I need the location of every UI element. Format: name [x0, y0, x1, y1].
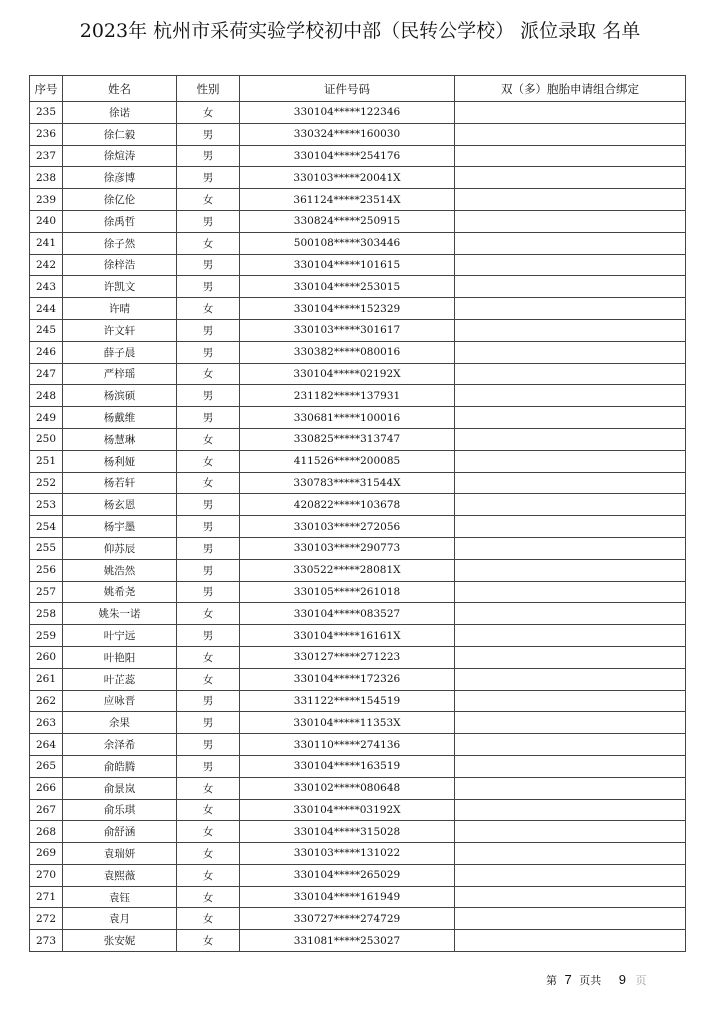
- cell-name: 俞乐琪: [63, 799, 177, 821]
- cell-sex: 女: [177, 450, 240, 472]
- cell-id: 330103*****131022: [240, 843, 455, 865]
- table-row: [30, 690, 686, 712]
- cell-id: 330104*****083527: [240, 603, 455, 625]
- cell-seq: 258: [30, 603, 63, 625]
- cell-sex: 女: [177, 821, 240, 843]
- cell-name: 俞舒涵: [63, 821, 177, 843]
- cell-bind: [455, 254, 686, 276]
- table-row: [30, 777, 686, 799]
- cell-seq: 243: [30, 276, 63, 298]
- table-row: [30, 319, 686, 341]
- cell-bind: [455, 298, 686, 320]
- cell-name: 张安妮: [63, 930, 177, 952]
- page-footer: [546, 972, 646, 988]
- cell-name: 杨戴维: [63, 407, 177, 429]
- cell-sex: 女: [177, 189, 240, 211]
- cell-sex: 女: [177, 363, 240, 385]
- cell-name: 许凯文: [63, 276, 177, 298]
- cell-bind: [455, 385, 686, 407]
- cell-bind: [455, 864, 686, 886]
- cell-id: 330104*****101615: [240, 254, 455, 276]
- cell-sex: 男: [177, 690, 240, 712]
- cell-id: 330681*****100016: [240, 407, 455, 429]
- cell-name: 仰苏辰: [63, 537, 177, 559]
- table-row: [30, 167, 686, 189]
- cell-seq: 265: [30, 755, 63, 777]
- cell-name: 姚浩然: [63, 559, 177, 581]
- cell-seq: 242: [30, 254, 63, 276]
- cell-bind: [455, 123, 686, 145]
- table-row: [30, 559, 686, 581]
- cell-id: 330104*****172326: [240, 668, 455, 690]
- cell-sex: 男: [177, 254, 240, 276]
- cell-name: 徐子然: [63, 232, 177, 254]
- cell-id: 330104*****03192X: [240, 799, 455, 821]
- cell-id: 330110*****274136: [240, 734, 455, 756]
- cell-sex: 男: [177, 276, 240, 298]
- cell-id: 330104*****122346: [240, 102, 455, 124]
- cell-id: 330104*****16161X: [240, 625, 455, 647]
- table-row: [30, 210, 686, 232]
- cell-name: 叶艳阳: [63, 646, 177, 668]
- table-row: [30, 886, 686, 908]
- cell-id: 330824*****250915: [240, 210, 455, 232]
- cell-bind: [455, 690, 686, 712]
- cell-sex: 男: [177, 167, 240, 189]
- header-name: 姓名: [63, 76, 177, 102]
- cell-bind: [455, 428, 686, 450]
- cell-id: 330382*****080016: [240, 341, 455, 363]
- cell-bind: [455, 516, 686, 538]
- table-row: [30, 864, 686, 886]
- cell-seq: 270: [30, 864, 63, 886]
- cell-sex: 男: [177, 385, 240, 407]
- table-row: [30, 428, 686, 450]
- cell-seq: 246: [30, 341, 63, 363]
- cell-name: 杨利娅: [63, 450, 177, 472]
- table-row: [30, 254, 686, 276]
- cell-name: 叶芷蕊: [63, 668, 177, 690]
- cell-bind: [455, 407, 686, 429]
- cell-seq: 240: [30, 210, 63, 232]
- cell-sex: 男: [177, 559, 240, 581]
- cell-name: 许文轩: [63, 319, 177, 341]
- cell-id: 231182*****137931: [240, 385, 455, 407]
- cell-sex: 女: [177, 603, 240, 625]
- cell-name: 严梓瑶: [63, 363, 177, 385]
- cell-name: 余泽希: [63, 734, 177, 756]
- cell-seq: 254: [30, 516, 63, 538]
- cell-seq: 235: [30, 102, 63, 124]
- cell-bind: [455, 319, 686, 341]
- table-row: [30, 734, 686, 756]
- cell-bind: [455, 799, 686, 821]
- cell-bind: [455, 930, 686, 952]
- cell-bind: [455, 777, 686, 799]
- cell-bind: [455, 646, 686, 668]
- table-row: [30, 908, 686, 930]
- cell-sex: 男: [177, 145, 240, 167]
- table-row: [30, 646, 686, 668]
- table-row: [30, 363, 686, 385]
- table-row: [30, 799, 686, 821]
- table-row: [30, 232, 686, 254]
- cell-id: 331081*****253027: [240, 930, 455, 952]
- cell-name: 袁熙薇: [63, 864, 177, 886]
- cell-seq: 260: [30, 646, 63, 668]
- cell-seq: 241: [30, 232, 63, 254]
- cell-seq: 268: [30, 821, 63, 843]
- cell-seq: 237: [30, 145, 63, 167]
- cell-bind: [455, 908, 686, 930]
- header-bind: 双（多）胞胎申请组合绑定: [455, 76, 686, 102]
- cell-id: 331122*****154519: [240, 690, 455, 712]
- cell-bind: [455, 886, 686, 908]
- cell-name: 徐亿伦: [63, 189, 177, 211]
- cell-id: 420822*****103678: [240, 494, 455, 516]
- table-row: [30, 102, 686, 124]
- cell-bind: [455, 210, 686, 232]
- cell-bind: [455, 559, 686, 581]
- table-row: [30, 494, 686, 516]
- cell-bind: [455, 734, 686, 756]
- cell-seq: 263: [30, 712, 63, 734]
- cell-name: 杨玄恩: [63, 494, 177, 516]
- cell-bind: [455, 603, 686, 625]
- cell-seq: 250: [30, 428, 63, 450]
- cell-name: 袁钰: [63, 886, 177, 908]
- footer-middle: 页共: [579, 974, 602, 987]
- cell-seq: 244: [30, 298, 63, 320]
- cell-bind: [455, 821, 686, 843]
- cell-seq: 266: [30, 777, 63, 799]
- table-row: [30, 712, 686, 734]
- cell-sex: 男: [177, 516, 240, 538]
- cell-id: 500108*****303446: [240, 232, 455, 254]
- cell-sex: 男: [177, 210, 240, 232]
- table-row: [30, 341, 686, 363]
- cell-seq: 245: [30, 319, 63, 341]
- table-header-row: [30, 76, 686, 102]
- cell-id: 330522*****28081X: [240, 559, 455, 581]
- cell-bind: [455, 341, 686, 363]
- cell-id: 330104*****02192X: [240, 363, 455, 385]
- cell-name: 俞皓腾: [63, 755, 177, 777]
- admission-table: [29, 75, 686, 952]
- cell-sex: 男: [177, 494, 240, 516]
- cell-bind: [455, 755, 686, 777]
- cell-id: 330127*****271223: [240, 646, 455, 668]
- cell-id: 330103*****272056: [240, 516, 455, 538]
- cell-bind: [455, 276, 686, 298]
- cell-sex: 女: [177, 908, 240, 930]
- cell-sex: 女: [177, 886, 240, 908]
- cell-name: 许晴: [63, 298, 177, 320]
- cell-sex: 女: [177, 102, 240, 124]
- cell-sex: 女: [177, 668, 240, 690]
- cell-sex: 男: [177, 712, 240, 734]
- cell-name: 杨宇墨: [63, 516, 177, 538]
- table-row: [30, 385, 686, 407]
- cell-seq: 236: [30, 123, 63, 145]
- table-row: [30, 603, 686, 625]
- cell-name: 俞景岚: [63, 777, 177, 799]
- cell-bind: [455, 450, 686, 472]
- cell-seq: 271: [30, 886, 63, 908]
- cell-sex: 女: [177, 930, 240, 952]
- table-row: [30, 276, 686, 298]
- cell-name: 杨若轩: [63, 472, 177, 494]
- cell-sex: 男: [177, 319, 240, 341]
- page-title: 2023年 杭州市采荷实验学校初中部（民转公学校） 派位录取 名单: [79, 20, 641, 42]
- cell-seq: 273: [30, 930, 63, 952]
- cell-sex: 男: [177, 625, 240, 647]
- cell-seq: 256: [30, 559, 63, 581]
- cell-id: 330783*****31544X: [240, 472, 455, 494]
- cell-bind: [455, 581, 686, 603]
- cell-seq: 261: [30, 668, 63, 690]
- table-row: [30, 537, 686, 559]
- cell-name: 薛子晨: [63, 341, 177, 363]
- cell-bind: [455, 167, 686, 189]
- cell-sex: 男: [177, 123, 240, 145]
- table-row: [30, 821, 686, 843]
- cell-name: 袁瑞妍: [63, 843, 177, 865]
- cell-sex: 女: [177, 298, 240, 320]
- cell-bind: [455, 625, 686, 647]
- cell-seq: 247: [30, 363, 63, 385]
- cell-bind: [455, 537, 686, 559]
- cell-bind: [455, 843, 686, 865]
- cell-name: 余果: [63, 712, 177, 734]
- cell-id: 330825*****313747: [240, 428, 455, 450]
- header-id: 证件号码: [240, 76, 455, 102]
- cell-bind: [455, 102, 686, 124]
- cell-id: 330104*****163519: [240, 755, 455, 777]
- cell-sex: 女: [177, 428, 240, 450]
- cell-seq: 248: [30, 385, 63, 407]
- table-row: [30, 625, 686, 647]
- cell-name: 杨慧琳: [63, 428, 177, 450]
- cell-name: 姚朱一诺: [63, 603, 177, 625]
- cell-sex: 女: [177, 799, 240, 821]
- header-sex: 性别: [177, 76, 240, 102]
- table-row: [30, 472, 686, 494]
- cell-id: 330104*****11353X: [240, 712, 455, 734]
- cell-sex: 女: [177, 843, 240, 865]
- cell-id: 330104*****152329: [240, 298, 455, 320]
- cell-seq: 264: [30, 734, 63, 756]
- cell-bind: [455, 145, 686, 167]
- footer-page-number: 7: [564, 972, 572, 987]
- cell-bind: [455, 189, 686, 211]
- cell-bind: [455, 363, 686, 385]
- cell-id: 330103*****290773: [240, 537, 455, 559]
- cell-seq: 238: [30, 167, 63, 189]
- cell-seq: 249: [30, 407, 63, 429]
- cell-id: 330104*****315028: [240, 821, 455, 843]
- cell-bind: [455, 494, 686, 516]
- cell-sex: 女: [177, 232, 240, 254]
- table-row: [30, 930, 686, 952]
- cell-sex: 男: [177, 755, 240, 777]
- cell-name: 徐禹哲: [63, 210, 177, 232]
- cell-id: 411526*****200085: [240, 450, 455, 472]
- table-row: [30, 581, 686, 603]
- cell-seq: 259: [30, 625, 63, 647]
- footer-total-pages: 9: [618, 972, 626, 987]
- cell-id: 330105*****261018: [240, 581, 455, 603]
- cell-sex: 男: [177, 537, 240, 559]
- cell-id: 361124*****23514X: [240, 189, 455, 211]
- cell-bind: [455, 232, 686, 254]
- cell-seq: 252: [30, 472, 63, 494]
- cell-id: 330104*****254176: [240, 145, 455, 167]
- cell-sex: 女: [177, 646, 240, 668]
- table-row: [30, 298, 686, 320]
- table-row: [30, 450, 686, 472]
- table-row: [30, 668, 686, 690]
- cell-seq: 253: [30, 494, 63, 516]
- cell-sex: 女: [177, 472, 240, 494]
- cell-name: 徐煊涛: [63, 145, 177, 167]
- cell-seq: 255: [30, 537, 63, 559]
- cell-name: 徐彦博: [63, 167, 177, 189]
- cell-seq: 269: [30, 843, 63, 865]
- cell-seq: 272: [30, 908, 63, 930]
- cell-id: 330103*****301617: [240, 319, 455, 341]
- footer-suffix: 页: [635, 974, 647, 987]
- cell-seq: 239: [30, 189, 63, 211]
- cell-name: 徐梓浩: [63, 254, 177, 276]
- cell-name: 徐仁毅: [63, 123, 177, 145]
- cell-name: 徐诺: [63, 102, 177, 124]
- table-row: [30, 123, 686, 145]
- cell-id: 330103*****20041X: [240, 167, 455, 189]
- header-seq: 序号: [30, 76, 63, 102]
- cell-id: 330104*****265029: [240, 864, 455, 886]
- footer-prefix: 第: [546, 974, 557, 987]
- table-row: [30, 755, 686, 777]
- table-row: [30, 145, 686, 167]
- cell-seq: 262: [30, 690, 63, 712]
- cell-id: 330104*****161949: [240, 886, 455, 908]
- cell-sex: 男: [177, 407, 240, 429]
- cell-name: 应咏晋: [63, 690, 177, 712]
- cell-sex: 男: [177, 341, 240, 363]
- cell-id: 330324*****160030: [240, 123, 455, 145]
- cell-sex: 男: [177, 581, 240, 603]
- cell-name: 姚希尧: [63, 581, 177, 603]
- cell-name: 杨滨硕: [63, 385, 177, 407]
- cell-seq: 267: [30, 799, 63, 821]
- cell-id: 330104*****253015: [240, 276, 455, 298]
- table-row: [30, 516, 686, 538]
- table-row: [30, 189, 686, 211]
- cell-id: 330727*****274729: [240, 908, 455, 930]
- cell-bind: [455, 712, 686, 734]
- cell-seq: 251: [30, 450, 63, 472]
- cell-name: 袁月: [63, 908, 177, 930]
- cell-seq: 257: [30, 581, 63, 603]
- cell-bind: [455, 668, 686, 690]
- cell-bind: [455, 472, 686, 494]
- cell-id: 330102*****080648: [240, 777, 455, 799]
- cell-sex: 女: [177, 864, 240, 886]
- table-row: [30, 843, 686, 865]
- cell-sex: 女: [177, 777, 240, 799]
- cell-name: 叶宁远: [63, 625, 177, 647]
- table-row: [30, 407, 686, 429]
- cell-sex: 男: [177, 734, 240, 756]
